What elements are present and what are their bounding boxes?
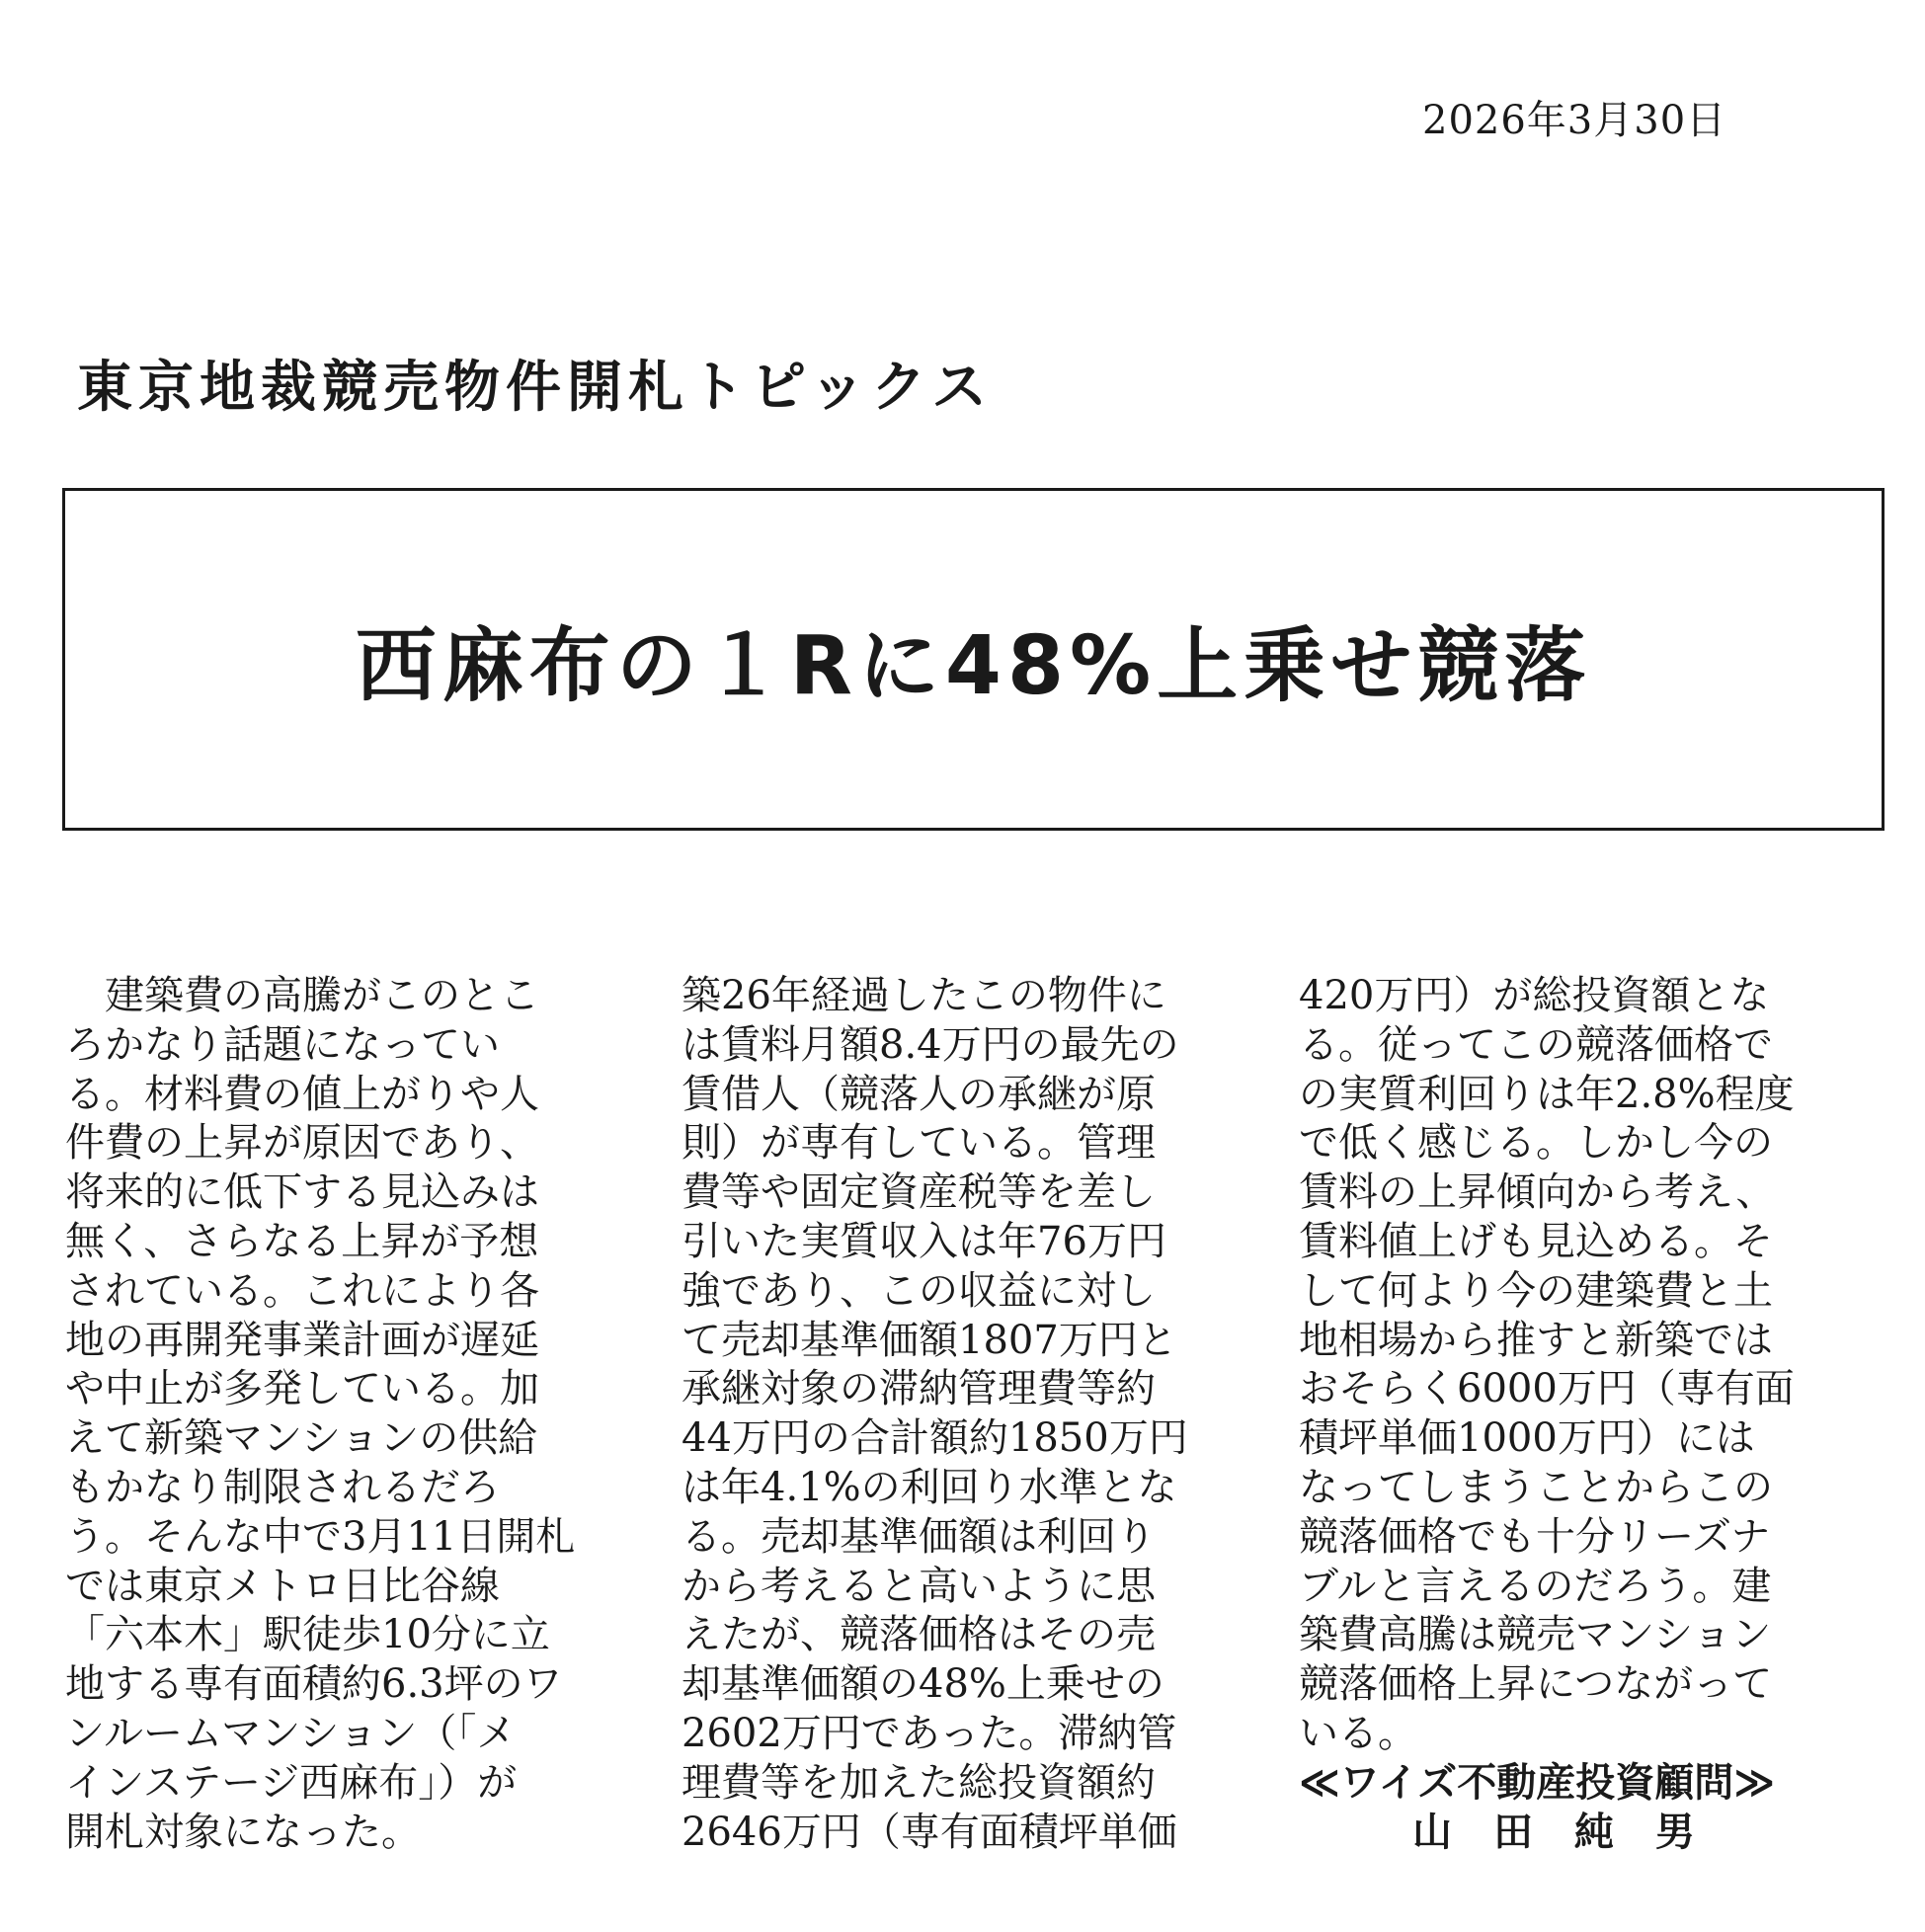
topic-heading: 東京地裁競売物件開札トピックス <box>77 356 994 420</box>
text-line: 2602万円であった。滞納管 <box>682 1710 1177 1756</box>
text-line: 引いた実質収入は年76万円 <box>682 1218 1166 1264</box>
text-line: 地相場から推すと新築では <box>1299 1317 1773 1363</box>
text-line: 築費高騰は競売マンション <box>1299 1612 1772 1658</box>
column-2 <box>682 972 1254 1857</box>
headline: 西麻布の１Rに48%上乗せ競落 <box>355 619 1592 713</box>
text-line: は年4.1%の利回り水準とな <box>682 1464 1177 1510</box>
text-line: 築26年経過したこの物件に <box>682 973 1166 1018</box>
company-signature: ≪ワイズ不動産投資顧問≫ <box>1299 1759 1776 1806</box>
text-line: 賃料の上昇傾向から考え、 <box>1299 1169 1776 1216</box>
column-1 <box>65 972 638 1857</box>
text-line: は賃料月額8.4万円の最先の <box>682 1021 1179 1068</box>
text-line: ろかなり話題になってい <box>65 1021 500 1068</box>
text-line: いる。 <box>1299 1710 1417 1756</box>
text-line: う。そんな中で3月11日開札 <box>65 1513 576 1560</box>
text-line: なってしまうことからこの <box>1299 1464 1773 1510</box>
text-line: では東京メトロ日比谷線 <box>65 1563 500 1609</box>
text-line: 理費等を加えた総投資額約 <box>682 1759 1156 1806</box>
text-line: 積坪単価1000万円）には <box>1299 1415 1755 1462</box>
text-line: 地する専有面積約6.3坪のワ <box>65 1661 563 1708</box>
text-line: おそらく6000万円（専有面 <box>1299 1366 1795 1412</box>
text-line: 無く、さらなる上昇が予想 <box>65 1218 539 1264</box>
text-line: 賃借人（競落人の承継が原 <box>682 1071 1156 1117</box>
text-line: 建築費の高騰がこのとこ <box>65 973 539 1018</box>
text-line: 承継対象の滞納管理費等約 <box>682 1366 1156 1412</box>
text-line: 強であり、この収益に対し <box>682 1267 1156 1314</box>
headline-box <box>62 488 1885 831</box>
text-line: 却基準価額の48%上乗せの <box>682 1661 1164 1708</box>
author-name: 山田純男 <box>1412 1809 1736 1855</box>
text-line: 将来的に低下する見込みは <box>65 1169 539 1216</box>
text-line: して何より今の建築費と土 <box>1299 1267 1773 1314</box>
text-line: 420万円）が総投資額とな <box>1299 973 1770 1018</box>
text-line: 則）が専有している。管理 <box>682 1120 1156 1167</box>
text-line: えたが、競落価格はその売 <box>682 1612 1156 1658</box>
text-line: 競落価格でも十分リーズナ <box>1299 1513 1771 1560</box>
text-line: て売却基準価額1807万円と <box>682 1317 1177 1363</box>
text-line: 件費の上昇が原因であり、 <box>65 1120 539 1167</box>
article-date: 2026年3月30日 <box>1422 98 1727 143</box>
text-line: ブルと言えるのだろう。建 <box>1299 1563 1772 1609</box>
text-line: 賃料値上げも見込める。そ <box>1299 1218 1773 1264</box>
text-line: る。材料費の値上がりや人 <box>65 1071 539 1117</box>
text-line: もかなり制限されるだろ <box>65 1464 500 1510</box>
text-line: 競落価格上昇につながって <box>1299 1661 1773 1708</box>
text-line: や中止が多発している。加 <box>65 1366 539 1412</box>
text-line: で低く感じる。しかし今の <box>1299 1120 1773 1167</box>
text-line: 費等や固定資産税等を差し <box>682 1169 1156 1216</box>
text-line: 「六本木」駅徒歩10分に立 <box>65 1612 550 1658</box>
column-3 <box>1299 972 1872 1857</box>
text-line: の実質利回りは年2.8%程度 <box>1299 1071 1795 1117</box>
text-line: えて新築マンションの供給 <box>65 1415 538 1462</box>
text-line: 44万円の合計額約1850万円 <box>682 1415 1188 1462</box>
text-line: 2646万円（専有面積坪単価 <box>682 1809 1177 1855</box>
text-line: されている。これにより各 <box>65 1267 539 1314</box>
text-line: る。売却基準価額は利回り <box>682 1513 1156 1560</box>
text-line: 開札対象になった。 <box>65 1809 421 1855</box>
text-line: ンルームマンション（「メ <box>65 1710 517 1756</box>
text-line: る。従ってこの競落価格で <box>1299 1021 1773 1068</box>
text-line: インステージ西麻布」）が <box>65 1759 518 1806</box>
text-line: から考えると高いように思 <box>682 1563 1156 1609</box>
text-line: 地の再開発事業計画が遅延 <box>65 1317 539 1363</box>
